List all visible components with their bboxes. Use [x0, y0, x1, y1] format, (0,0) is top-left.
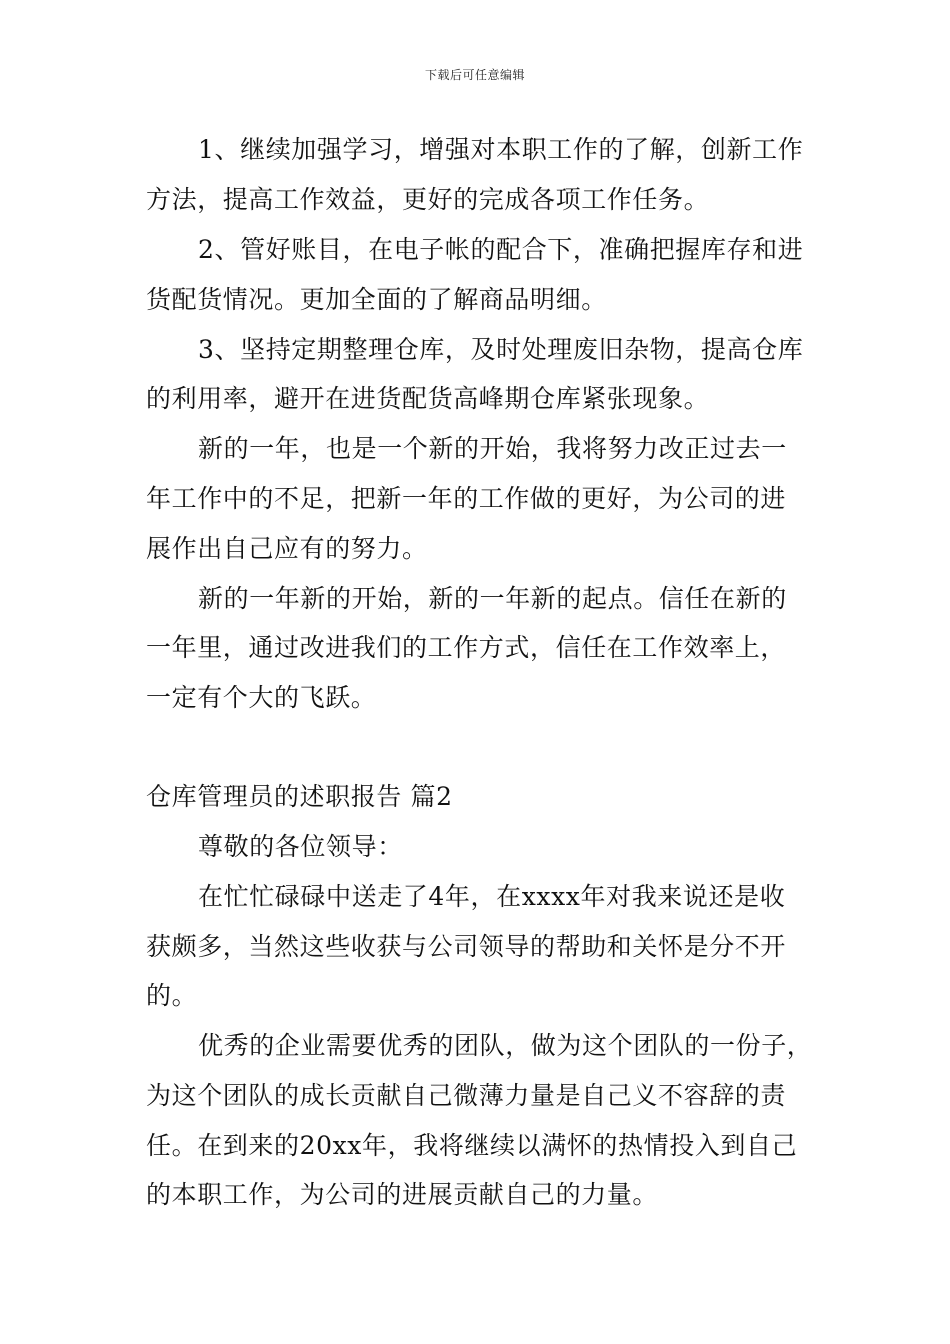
paragraph-line: 一年里，通过改进我们的工作方式，信任在工作效率上， — [146, 633, 787, 662]
paragraph-line: 货配货情况。更加全面的了解商品明细。 — [146, 285, 607, 314]
paragraph-line: 新的一年，也是一个新的开始，我将努力改正过去一 — [198, 434, 787, 463]
paragraph-line: 优秀的企业需要优秀的团队，做为这个团队的一份子， — [198, 1031, 813, 1060]
header-note: 下载后可任意编辑 — [424, 68, 525, 82]
paragraph-line: 3、坚持定期整理仓库，及时处理废旧杂物，提高仓库 — [198, 335, 804, 364]
paragraph-line: 新的一年新的开始，新的一年新的起点。信任在新的 — [198, 584, 787, 613]
paragraph-line: 的。 — [146, 981, 198, 1010]
paragraph-line: 获颇多，当然这些收获与公司领导的帮助和关怀是分不开 — [146, 932, 787, 961]
paragraph-line: 年工作中的不足，把新一年的工作做的更好，为公司的进 — [146, 484, 787, 513]
paragraph-line: 在忙忙碌碌中送走了4年，在xxxx年对我来说还是收 — [198, 882, 786, 911]
paragraph-line: 的利用率，避开在进货配货高峰期仓库紧张现象。 — [146, 384, 710, 413]
greeting-line: 尊敬的各位领导： — [198, 832, 403, 861]
paragraph-line: 方法，提高工作效益，更好的完成各项工作任务。 — [146, 185, 710, 214]
paragraph-line: 为这个团队的成长贡献自己微薄力量是自己义不容辞的责 — [146, 1081, 787, 1110]
paragraph-line: 展作出自己应有的努力。 — [146, 534, 428, 563]
paragraph-line: 的本职工作，为公司的进展贡献自己的力量。 — [146, 1180, 659, 1209]
paragraph-line: 2、管好账目，在电子帐的配合下，准确把握库存和进 — [198, 235, 804, 264]
paragraph-line: 任。在到来的20xx年，我将继续以满怀的热情投入到自己 — [146, 1131, 798, 1160]
section-title: 仓库管理员的述职报告 篇2 — [146, 782, 453, 811]
paragraph-line: 1、继续加强学习，增强对本职工作的了解，创新工作 — [198, 135, 804, 164]
paragraph-line: 一定有个大的飞跃。 — [146, 683, 377, 712]
